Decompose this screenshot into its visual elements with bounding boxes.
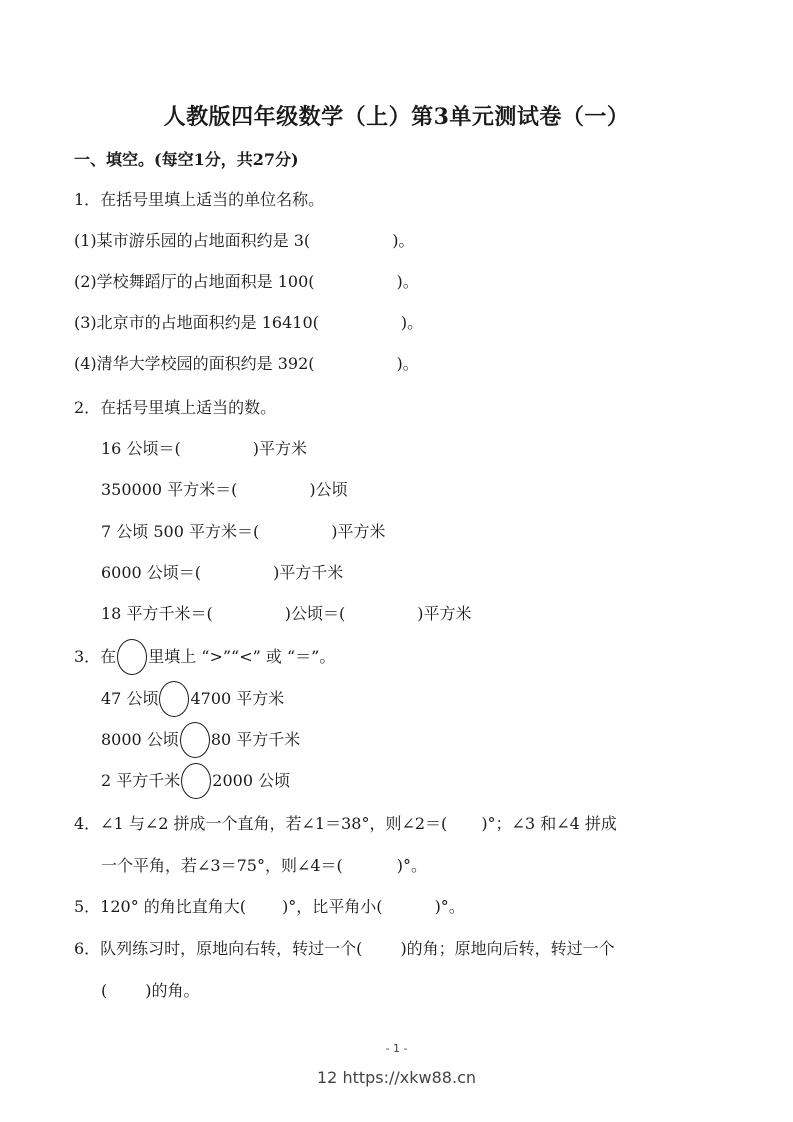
question-3-stem: [74, 645, 335, 669]
section-heading: 一、填空。(每空1分，共27分): [74, 150, 299, 169]
question-1-item: [74, 311, 423, 335]
item-text: )°。: [396, 856, 428, 875]
item-text: 2 平方千米: [101, 771, 181, 790]
circle-answer-blank[interactable]: [181, 763, 211, 799]
item-text: 16 公顷＝(: [101, 439, 181, 458]
item-text: 一个平角，若∠3＝75°，则∠4＝(: [101, 856, 343, 875]
item-text: 里填上 “>”“<” 或 “＝”。: [148, 647, 336, 666]
question-4-line-1: [74, 812, 617, 836]
question-2-item: [101, 478, 348, 502]
circle-answer-blank[interactable]: [180, 722, 210, 758]
item-text: )°。: [434, 897, 465, 916]
item-text: 2000 公顷: [212, 771, 291, 790]
item-text: )的角；原地向后转，转过一个: [400, 939, 615, 958]
item-text: )平方千米: [273, 563, 344, 582]
question-3-item: [101, 687, 284, 711]
question-3-item: [101, 769, 290, 793]
item-text: (3)北京市的占地面积约是 16410(: [74, 313, 319, 332]
item-text: (: [101, 981, 108, 1000]
item-text: (1)某市游乐园的占地面积约是 3(: [74, 231, 311, 250]
item-text: )。: [392, 231, 415, 250]
item-text: 80 平方千米: [210, 730, 301, 749]
item-text: )。: [400, 313, 424, 332]
circle-answer-blank[interactable]: [159, 681, 189, 717]
watermark-link[interactable]: 12 https://xkw88.cn: [317, 1068, 476, 1087]
item-text: 5．120° 的角比直角大(: [74, 897, 247, 916]
circle-blank-icon: [117, 639, 147, 675]
question-1-item: [74, 270, 419, 294]
question-5: [74, 895, 465, 919]
item-text: )平方米: [417, 604, 472, 623]
item-text: )。: [396, 272, 419, 291]
item-text: 350000 平方米＝(: [101, 480, 238, 499]
item-text: 8000 公顷: [101, 730, 179, 749]
question-1-item: [74, 229, 414, 253]
item-text: )平方米: [252, 439, 307, 458]
question-2-item: [101, 437, 307, 461]
question-2-item: [101, 561, 343, 585]
item-text: )的角。: [145, 981, 200, 1000]
item-text: 6000 公顷＝(: [101, 563, 202, 582]
item-text: 3．在: [74, 647, 117, 666]
item-text: (2)学校舞蹈厅的占地面积是 100(: [74, 272, 315, 291]
item-text: )。: [396, 354, 419, 373]
question-4-line-2: [101, 854, 427, 878]
item-text: 4700 平方米: [190, 689, 285, 708]
question-6-line-1: [74, 937, 615, 961]
page-title: 人教版四年级数学（上）第3单元测试卷（一）: [163, 104, 630, 130]
item-text: 47 公顷: [101, 689, 159, 708]
question-1-stem: 1．在括号里填上适当的单位名称。: [74, 190, 325, 209]
item-text: 4．∠1 与∠2 拼成一个直角，若∠1＝38°，则∠2＝(: [74, 814, 448, 833]
item-text: )°；∠3 和∠4 拼成: [481, 814, 617, 833]
item-text: )°，比平角小(: [282, 897, 383, 916]
item-text: 7 公顷 500 平方米＝(: [101, 522, 260, 541]
item-text: )公顷＝(: [284, 604, 346, 623]
item-text: )平方米: [331, 522, 386, 541]
item-text: 6．队列练习时，原地向右转，转过一个(: [74, 939, 363, 958]
question-1-item: [74, 352, 419, 376]
question-2-stem: 2．在括号里填上适当的数。: [74, 398, 277, 417]
question-2-item: [101, 520, 385, 544]
page-number: - 1 -: [385, 1042, 408, 1055]
item-text: 18 平方千米＝(: [101, 604, 213, 623]
item-text: (4)清华大学校园的面积约是 392(: [74, 354, 315, 373]
question-6-line-2: [101, 979, 200, 1003]
item-text: )公顷: [309, 480, 348, 499]
question-2-item: [101, 602, 471, 626]
question-3-item: [101, 728, 300, 752]
